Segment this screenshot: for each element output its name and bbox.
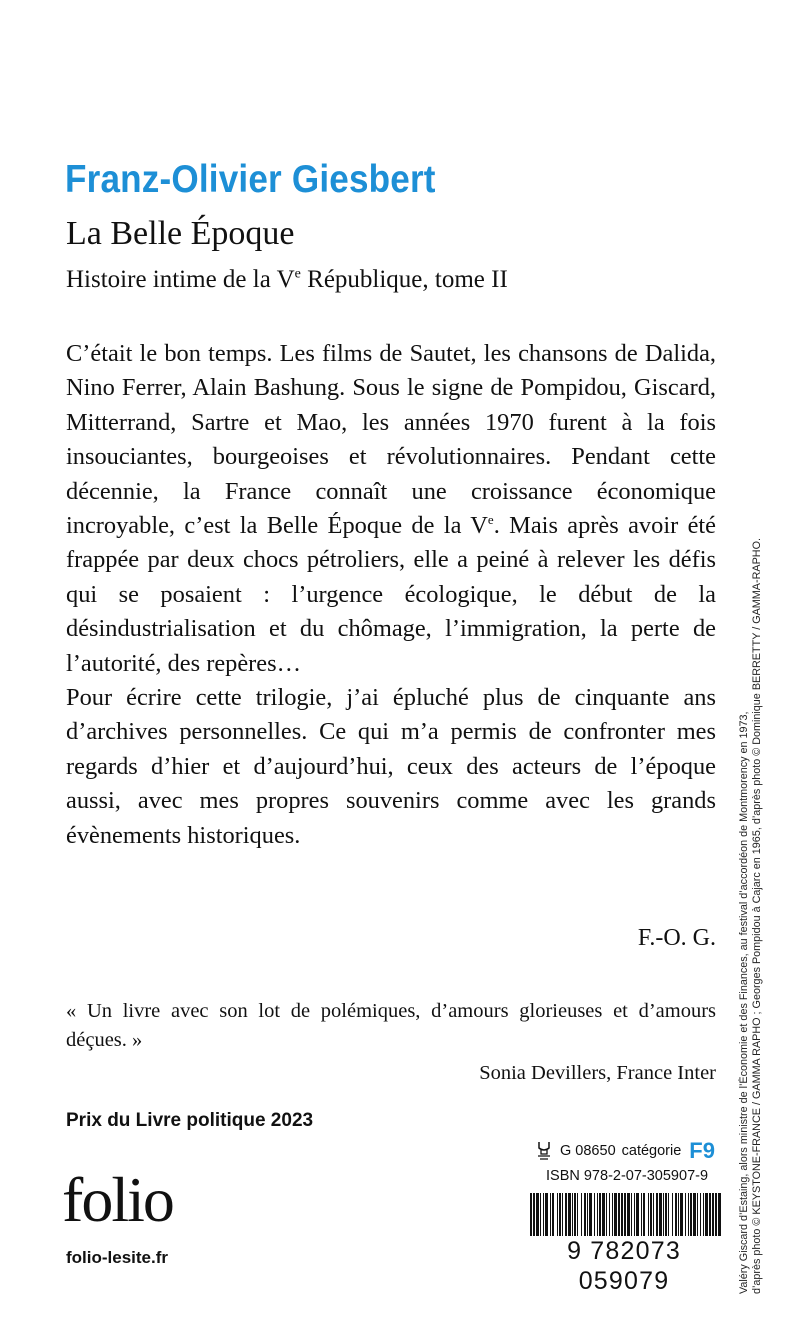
author-initials: F.-O. G. (637, 925, 716, 951)
subtitle-start: Histoire intime de la V (66, 266, 295, 293)
summary-p1-text-b: . Mais après avoir été frappée par deux chocs pétroliers, elle a peiné à relever les défis qui se posaient : l’urgence écologique, le début de la désindustrialisation et du chômage, l’immigration, la perte de l’autorité, des repères… (66, 512, 716, 677)
subtitle-end: République, tome II (300, 266, 508, 293)
book-subtitle (66, 266, 508, 294)
photo-credits-line-1: Valéry Giscard d’Estaing, alors ministre de l’Économie et des Finances, au festival d’accordéon de Montmorency en 1973, (738, 711, 750, 1294)
book-title: La Belle Époque (66, 215, 295, 252)
isbn: ISBN 978-2-07-305907-9 (546, 1168, 709, 1184)
photo-credits (738, 24, 764, 1294)
subtitle-superscript: e (294, 266, 301, 282)
publisher-website: folio-lesite.fr (66, 1248, 169, 1267)
summary-p1-superscript: e (487, 511, 494, 527)
summary-paragraph-2: Pour écrire cette trilogie, j’ai épluché plus de cinquante ans d’archives personnelles. Ce qui m’a permis de confronter mes regards d’hier et d’aujourd’hui, ceux des acteurs de l’époque aussi, avec mes propres souvenirs comme avec les grands évènements historiques. (66, 684, 716, 849)
photo-credits-line-2: d’après photo © KEYSTONE-FRANCE / GAMMA RAPHO ; Georges Pompidou à Cajarc en 1965, d’après photo © Dominique BERRETTY / GAMMA-RAPHO. (751, 538, 763, 1294)
folio-logo: folio (62, 1164, 173, 1235)
back-cover-summary (66, 337, 716, 853)
category-code: F9 (689, 1138, 715, 1163)
press-quote-source: Sonia Devillers, France Inter (479, 1062, 716, 1084)
category-label: catégorie (621, 1143, 682, 1159)
barcode-digits: 9 782073 059079 (522, 1236, 726, 1296)
author-name: Franz-Olivier Giesbert (65, 158, 436, 201)
press-quote: « Un livre avec son lot de polémiques, d’amours glorieuses et d’amours déçues. » (66, 1000, 716, 1051)
series-code: G 08650 (560, 1143, 616, 1159)
summary-paragraph-1 (66, 337, 716, 681)
prize-label: Prix du Livre politique 2023 (66, 1110, 314, 1131)
summary-p1-text-a: C’était le bon temps. Les films de Sautet, les chansons de Dalida, Nino Ferrer, Alain Bashung. Sous le signe de Pompidou, Giscard, Mitterrand, Sartre et Mao, les années 1970 furent à la fois insouciantes, bourgeoises et révolutionnaires. Pendant cette décennie, la France connaît une croissance économique incroyable, c’est la Belle Époque de la V (66, 340, 716, 540)
folio-emblem-icon (536, 1140, 552, 1162)
category-line (536, 1139, 715, 1163)
